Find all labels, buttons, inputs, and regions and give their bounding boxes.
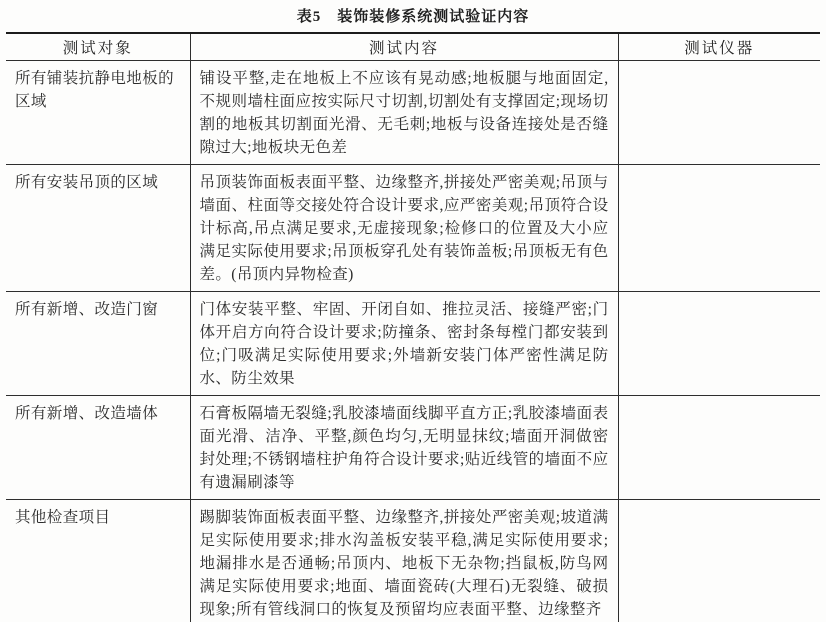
- cell-test-object: 所有铺装抗静电地板的区域: [6, 60, 190, 164]
- header-test-content: 测试内容: [190, 33, 618, 60]
- header-test-instrument: 测试仪器: [618, 33, 820, 60]
- cell-test-object: 所有新增、改造墙体: [6, 395, 190, 499]
- cell-test-instrument: [618, 395, 820, 499]
- cell-test-instrument: [618, 499, 820, 622]
- cell-test-instrument: [618, 164, 820, 291]
- table-row: [6, 395, 820, 499]
- table-row: [6, 60, 820, 164]
- cell-test-content: 门体安装平整、牢固、开闭自如、推拉灵活、接缝严密;门体开启方向符合设计要求;防撞条、密封条每樘门都安装到位;门吸满足实际使用要求;外墙新安装门体严密性满足防水、防尘效果: [190, 291, 618, 395]
- header-row: [6, 33, 820, 60]
- cell-test-content: 铺设平整,走在地板上不应该有晃动感;地板腿与地面固定,不规则墙柱面应按实际尺寸切割,切割处有支撑固定;现场切割的地板其切割面光滑、无毛刺;地板与设备连接处是否缝隙过大;地板块无色差: [190, 60, 618, 164]
- table-title: 表5 装饰装修系统测试验证内容: [296, 9, 530, 25]
- cell-test-content: 吊顶装饰面板表面平整、边缘整齐,拼接处严密美观;吊顶与墙面、柱面等交接处符合设计要求,应严密美观;吊顶符合设计标高,吊点满足要求,无虚接现象;检修口的位置及大小应满足实际使用要求;吊顶板穿孔处有装饰盖板;吊顶板无有色差。(吊顶内异物检查): [190, 164, 618, 291]
- cell-test-content: 石膏板隔墙无裂缝;乳胶漆墙面线脚平直方正;乳胶漆墙面表面光滑、洁净、平整,颜色均匀,无明显抹纹;墙面开洞做密封处理;不锈钢墙柱护角符合设计要求;贴近线管的墙面不应有遗漏刷漆等: [190, 395, 618, 499]
- cell-test-instrument: [618, 60, 820, 164]
- table-row: [6, 164, 820, 291]
- cell-test-object: 所有新增、改造门窗: [6, 291, 190, 395]
- cell-test-object: 其他检查项目: [15, 508, 111, 526]
- test-verification-table: [6, 32, 820, 622]
- cell-test-content: 踢脚装饰面板表面平整、边缘整齐,拼接处严密美观;坡道满足实际使用要求;排水沟盖板安装平稳,满足实际使用要求;地漏排水是否通畅;吊顶内、地板下无杂物;挡鼠板,防鸟网满足实际使用要求;地面、墙面瓷砖(大理石)无裂缝、破损现象;所有管线洞口的恢复及预留均应表面平整、边缘整齐: [190, 499, 618, 622]
- table-row: [6, 499, 820, 622]
- cell-test-instrument: [618, 291, 820, 395]
- table-row: [6, 291, 820, 395]
- cell-test-object: 所有安装吊顶的区域: [6, 164, 190, 291]
- header-test-object: 测试对象: [6, 33, 190, 60]
